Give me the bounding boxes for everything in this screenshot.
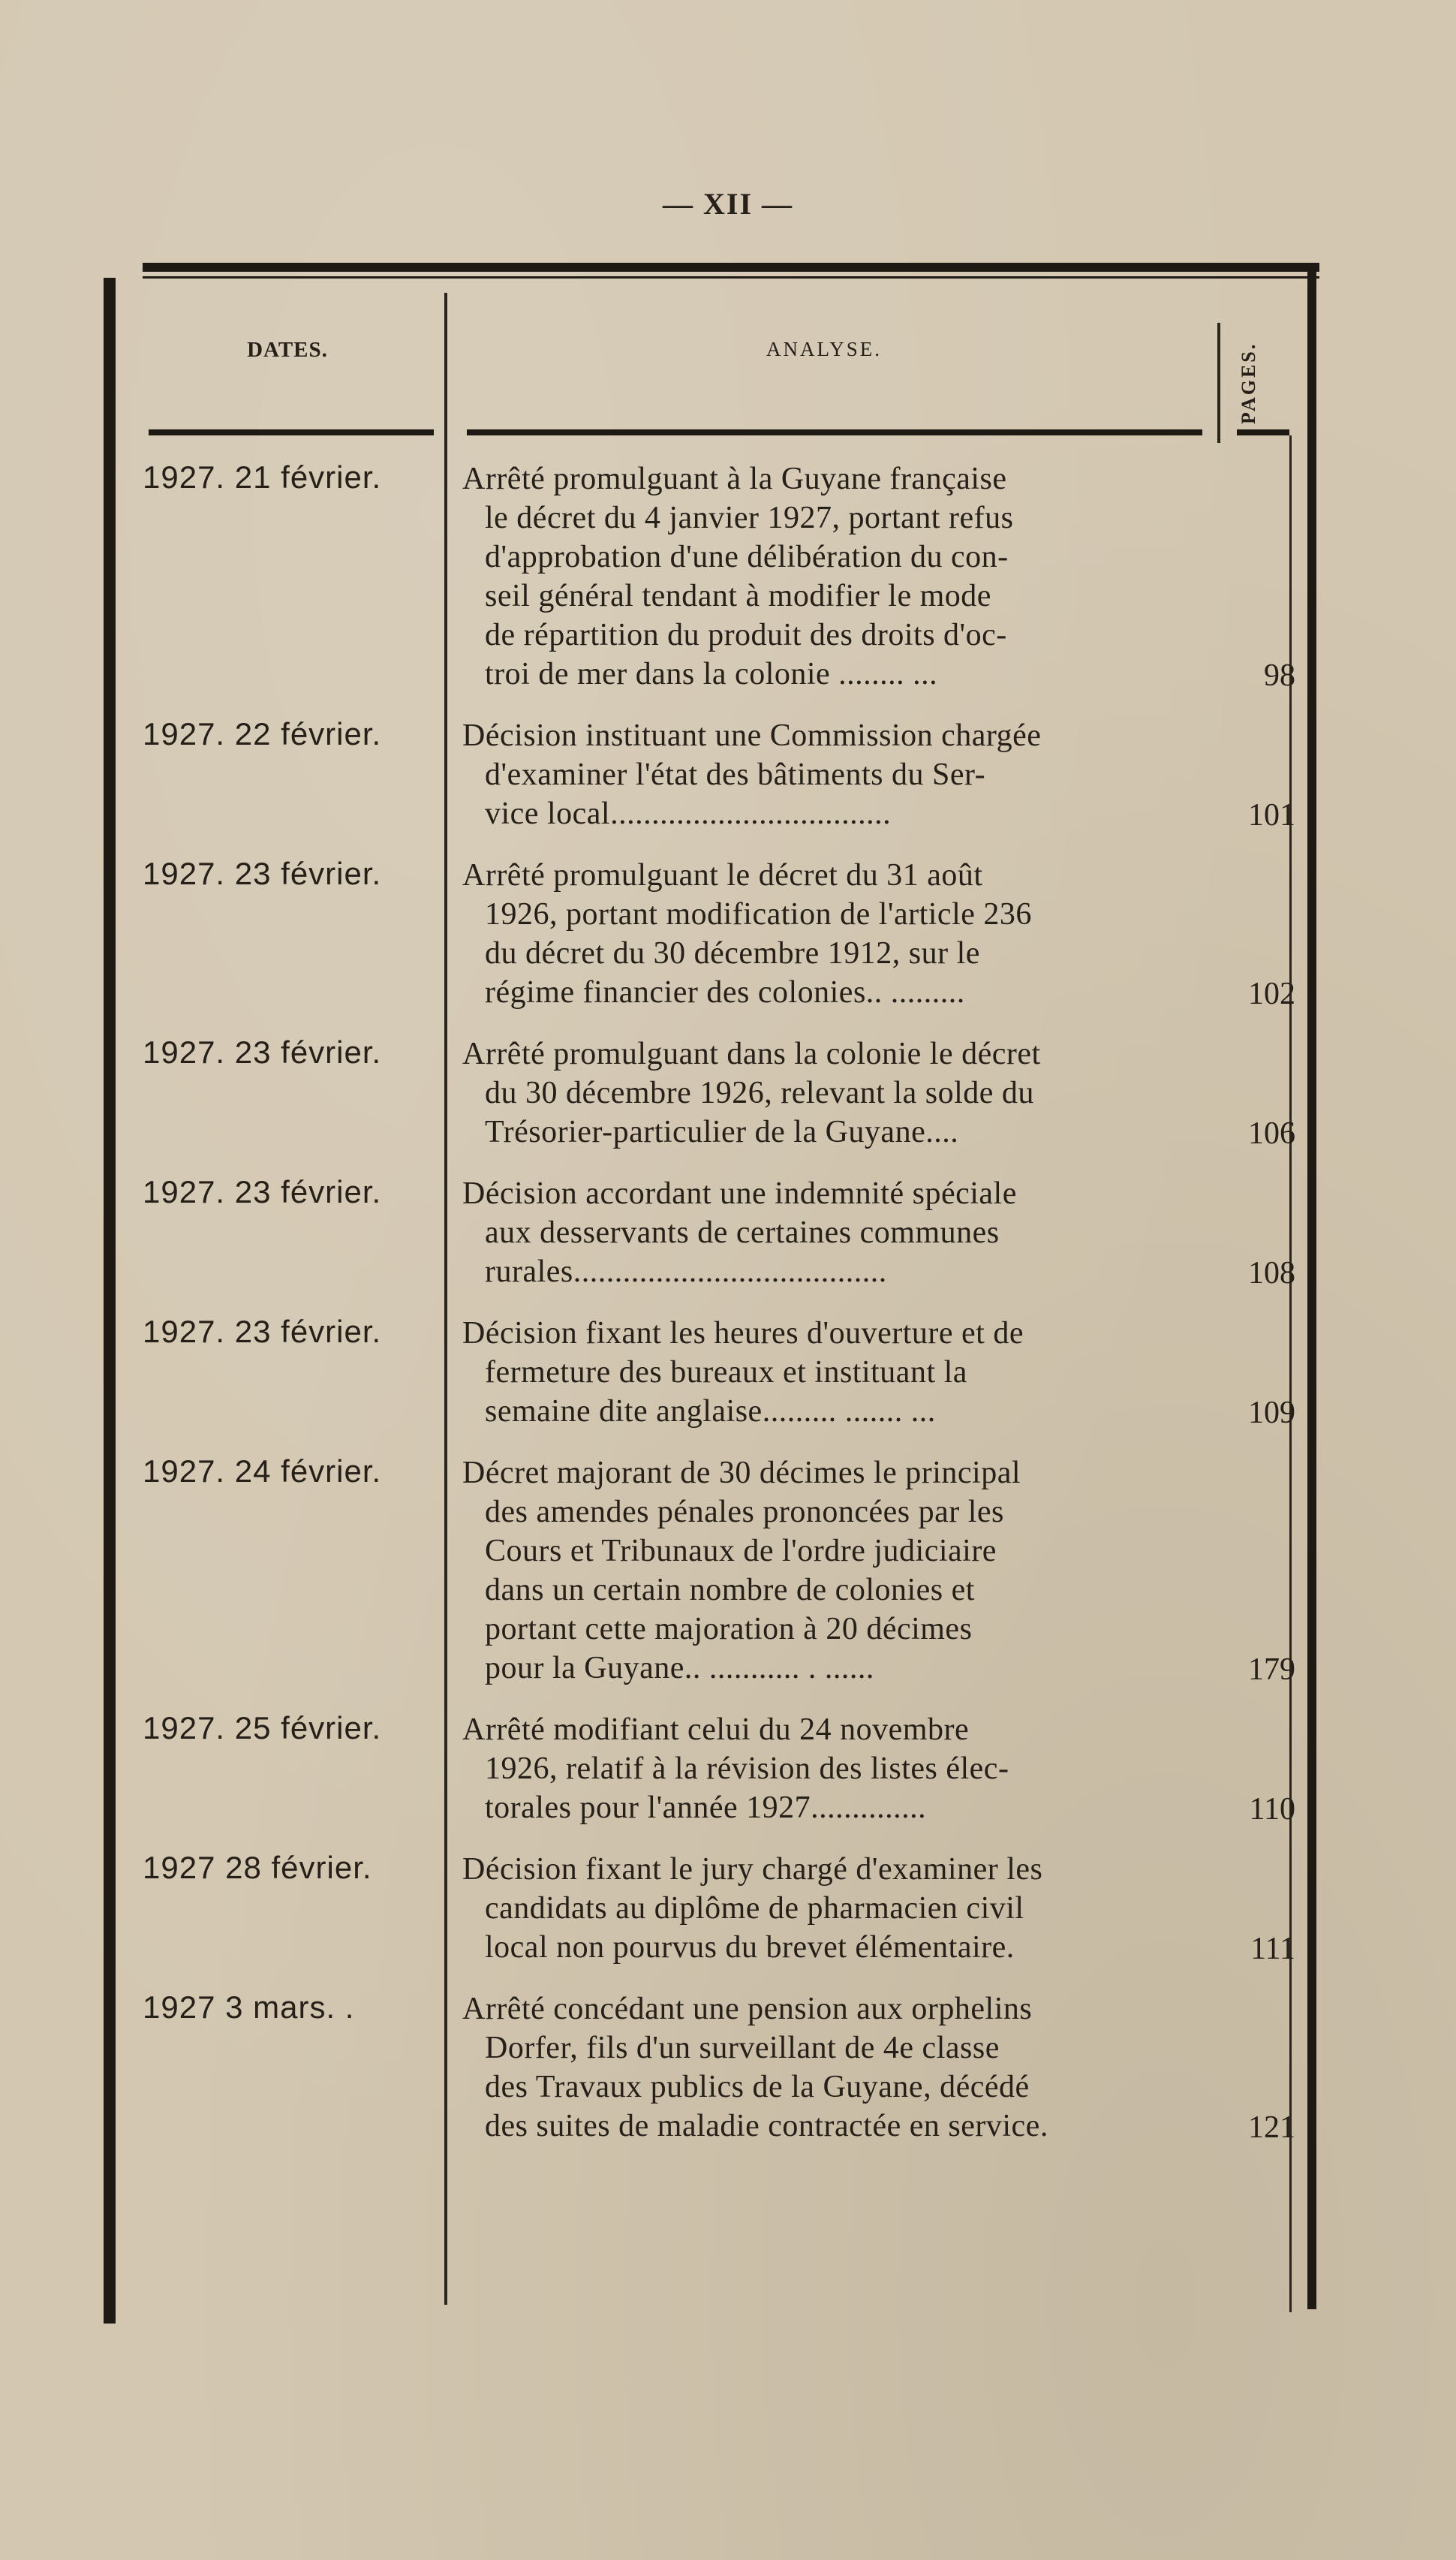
entry-text-line: Arrêté promulguant dans la colonie le décret bbox=[462, 1037, 1041, 1071]
entry-text-line: rurales...................................... bbox=[485, 1254, 887, 1289]
entry-analyse bbox=[462, 716, 1209, 833]
entry-text-line: aux desservants de certaines communes bbox=[485, 1215, 1000, 1250]
entry-text-line: Arrêté modifiant celui du 24 novembre bbox=[462, 1712, 970, 1747]
entry-analyse bbox=[462, 1989, 1209, 2146]
entry-text-line: Dorfer, fils d'un surveillant de 4e classe bbox=[485, 2031, 1000, 2065]
entry-text-line: Décision fixant le jury chargé d'examiner les bbox=[462, 1852, 1043, 1887]
header-rule-dates bbox=[149, 429, 434, 435]
entry-text-line: le décret du 4 janvier 1927, portant refus bbox=[485, 501, 1014, 535]
table-row bbox=[104, 1710, 1322, 1827]
entry-page-number: 98 bbox=[1264, 658, 1295, 693]
entry-text-line: local non pourvus du brevet élémentaire. bbox=[485, 1930, 1015, 1965]
entry-date: 1927 3 mars. . bbox=[143, 1989, 355, 2025]
entry-text-line: vice local.................................. bbox=[485, 797, 892, 831]
entry-text-line: torales pour l'année 1927.............. bbox=[485, 1790, 927, 1825]
entry-text-line: 1926, portant modification de l'article 236 bbox=[485, 897, 1032, 932]
entry-analyse bbox=[462, 1035, 1209, 1152]
entry-date: 1927. 23 février. bbox=[143, 856, 382, 891]
table-row bbox=[104, 856, 1322, 1012]
entry-text-line: Cours et Tribunaux de l'ordre judiciaire bbox=[485, 1534, 997, 1568]
entry-analyse bbox=[462, 856, 1209, 1012]
column-header-analyse: ANALYSE. bbox=[766, 338, 883, 360]
top-rule-thin bbox=[143, 276, 1319, 279]
table-row bbox=[104, 1850, 1322, 1967]
entry-date: 1927. 23 février. bbox=[143, 1174, 382, 1209]
entry-text-line: Décision instituant une Commission chargée bbox=[462, 718, 1042, 753]
entry-analyse bbox=[462, 1710, 1209, 1827]
table-row bbox=[104, 1453, 1322, 1688]
entry-date: 1927. 24 février. bbox=[143, 1453, 382, 1489]
entry-page-number: 121 bbox=[1248, 2110, 1295, 2145]
entry-text-line: du décret du 30 décembre 1912, sur le bbox=[485, 936, 980, 971]
header-rule-pages bbox=[1237, 429, 1289, 435]
entry-text-line: des Travaux publics de la Guyane, décédé bbox=[485, 2070, 1030, 2104]
entry-text-line: pour la Guyane.. ........... . ...... bbox=[485, 1651, 874, 1685]
column-header-pages: PAGES. bbox=[1238, 342, 1259, 424]
entry-date: 1927. 25 février. bbox=[143, 1710, 382, 1745]
column-divider-analyse-header bbox=[1217, 323, 1220, 443]
entry-text-line: Trésorier-particulier de la Guyane.... bbox=[485, 1115, 959, 1149]
entry-text-line: portant cette majoration à 20 décimes bbox=[485, 1612, 973, 1646]
entry-page-number: 108 bbox=[1248, 1256, 1295, 1291]
table-row bbox=[104, 459, 1322, 694]
entry-page-number: 102 bbox=[1248, 977, 1295, 1011]
column-header-dates: DATES. bbox=[247, 338, 328, 362]
entry-text-line: Arrêté promulguant à la Guyane française bbox=[462, 462, 1007, 496]
entry-text-line: régime financier des colonies.. ......... bbox=[485, 975, 965, 1010]
entry-date: 1927. 21 février. bbox=[143, 459, 382, 495]
entry-text-line: d'approbation d'une délibération du con- bbox=[485, 540, 1009, 574]
page-number: — XII — bbox=[662, 187, 794, 221]
entry-text-line: semaine dite anglaise......... ....... ... bbox=[485, 1394, 936, 1429]
top-rule bbox=[143, 263, 1319, 272]
entry-page-number: 111 bbox=[1250, 1932, 1295, 1966]
entry-page-number: 101 bbox=[1248, 798, 1295, 833]
entry-analyse bbox=[462, 459, 1209, 694]
entry-text-line: des suites de maladie contractée en service. bbox=[485, 2109, 1048, 2143]
entry-page-number: 179 bbox=[1248, 1652, 1295, 1687]
entry-page-number: 109 bbox=[1248, 1396, 1295, 1430]
entry-text-line: des amendes pénales prononcées par les bbox=[485, 1495, 1004, 1529]
entry-analyse bbox=[462, 1453, 1209, 1688]
entry-date: 1927. 22 février. bbox=[143, 716, 382, 751]
header-rule-analyse bbox=[467, 429, 1202, 435]
entries-list bbox=[104, 459, 1322, 2168]
entry-analyse bbox=[462, 1314, 1209, 1431]
entry-text-line: 1926, relatif à la révision des listes élec- bbox=[485, 1751, 1009, 1786]
table-row bbox=[104, 1314, 1322, 1431]
table-row bbox=[104, 716, 1322, 833]
entry-text-line: seil général tendant à modifier le mode bbox=[485, 579, 991, 613]
entry-text-line: Décret majorant de 30 décimes le principal bbox=[462, 1456, 1021, 1490]
entry-date: 1927. 23 février. bbox=[143, 1035, 382, 1070]
entry-date: 1927. 23 février. bbox=[143, 1314, 382, 1349]
entry-analyse bbox=[462, 1174, 1209, 1291]
table-row bbox=[104, 1035, 1322, 1152]
entry-text-line: fermeture des bureaux et instituant la bbox=[485, 1355, 967, 1390]
entry-text-line: candidats au diplôme de pharmacien civil bbox=[485, 1891, 1024, 1926]
entry-text-line: d'examiner l'état des bâtiments du Ser- bbox=[485, 757, 986, 792]
entry-text-line: Décision accordant une indemnité spéciale bbox=[462, 1176, 1017, 1211]
entry-text-line: Décision fixant les heures d'ouverture et de bbox=[462, 1316, 1024, 1351]
entry-analyse bbox=[462, 1850, 1209, 1967]
entry-text-line: dans un certain nombre de colonies et bbox=[485, 1573, 975, 1607]
entry-date: 1927 28 février. bbox=[143, 1850, 372, 1885]
entry-page-number: 106 bbox=[1248, 1116, 1295, 1151]
entry-text-line: troi de mer dans la colonie ........ ... bbox=[485, 657, 938, 691]
entry-text-line: Arrêté promulguant le décret du 31 août bbox=[462, 858, 983, 893]
entry-text-line: de répartition du produit des droits d'oc- bbox=[485, 618, 1007, 652]
table-row bbox=[104, 1989, 1322, 2146]
entry-text-line: du 30 décembre 1926, relevant la solde du bbox=[485, 1076, 1034, 1110]
table-row bbox=[104, 1174, 1322, 1291]
entry-text-line: Arrêté concédant une pension aux orphelins bbox=[462, 1992, 1033, 2026]
entry-page-number: 110 bbox=[1249, 1792, 1295, 1827]
